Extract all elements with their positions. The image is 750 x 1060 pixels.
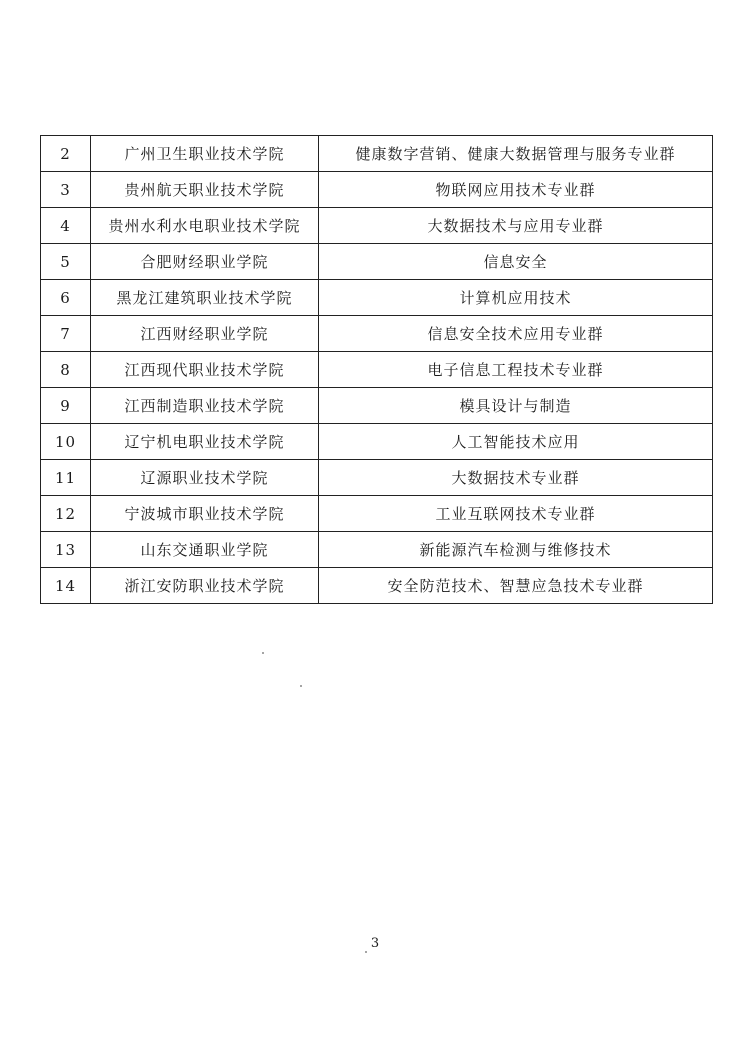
row-number-cell: 12 — [41, 496, 91, 532]
table-row — [41, 496, 713, 532]
row-number-cell: 7 — [41, 316, 91, 352]
page-number: 3 — [370, 936, 380, 951]
school-name-cell: 贵州水利水电职业技术学院 — [91, 208, 319, 244]
row-number-cell: 14 — [41, 568, 91, 604]
major-group-cell: 安全防范技术、智慧应急技术专业群 — [319, 568, 713, 604]
major-group-cell: 人工智能技术应用 — [319, 424, 713, 460]
major-group-cell: 物联网应用技术专业群 — [319, 172, 713, 208]
row-number-cell: 11 — [41, 460, 91, 496]
school-name-cell: 合肥财经职业学院 — [91, 244, 319, 280]
major-group-cell: 信息安全 — [319, 244, 713, 280]
school-name-cell: 贵州航天职业技术学院 — [91, 172, 319, 208]
table-row — [41, 172, 713, 208]
scan-speck — [365, 951, 367, 953]
school-name-cell: 江西现代职业技术学院 — [91, 352, 319, 388]
table-row — [41, 460, 713, 496]
table-row — [41, 316, 713, 352]
row-number-cell: 9 — [41, 388, 91, 424]
college-major-table — [40, 135, 713, 604]
table-row — [41, 424, 713, 460]
major-group-cell: 电子信息工程技术专业群 — [319, 352, 713, 388]
school-name-cell: 山东交通职业学院 — [91, 532, 319, 568]
row-number-cell: 10 — [41, 424, 91, 460]
table-row — [41, 280, 713, 316]
school-name-cell: 宁波城市职业技术学院 — [91, 496, 319, 532]
major-group-cell: 大数据技术与应用专业群 — [319, 208, 713, 244]
school-name-cell: 辽源职业技术学院 — [91, 460, 319, 496]
row-number-cell: 3 — [41, 172, 91, 208]
school-name-cell: 辽宁机电职业技术学院 — [91, 424, 319, 460]
row-number-cell: 2 — [41, 136, 91, 172]
row-number-cell: 8 — [41, 352, 91, 388]
row-number-cell: 4 — [41, 208, 91, 244]
table-row — [41, 244, 713, 280]
major-group-cell: 模具设计与制造 — [319, 388, 713, 424]
table-row — [41, 136, 713, 172]
scan-speck — [262, 652, 264, 654]
table-row — [41, 532, 713, 568]
row-number-cell: 13 — [41, 532, 91, 568]
row-number-cell: 6 — [41, 280, 91, 316]
school-name-cell: 广州卫生职业技术学院 — [91, 136, 319, 172]
major-group-cell: 健康数字营销、健康大数据管理与服务专业群 — [319, 136, 713, 172]
school-name-cell: 浙江安防职业技术学院 — [91, 568, 319, 604]
major-group-cell: 新能源汽车检测与维修技术 — [319, 532, 713, 568]
table-row — [41, 208, 713, 244]
row-number-cell: 5 — [41, 244, 91, 280]
school-name-cell: 江西财经职业学院 — [91, 316, 319, 352]
major-group-cell: 计算机应用技术 — [319, 280, 713, 316]
scan-speck — [300, 685, 302, 687]
major-group-cell: 工业互联网技术专业群 — [319, 496, 713, 532]
table-row — [41, 352, 713, 388]
major-group-cell: 大数据技术专业群 — [319, 460, 713, 496]
school-name-cell: 黑龙江建筑职业技术学院 — [91, 280, 319, 316]
table-body — [41, 136, 713, 604]
table-row — [41, 388, 713, 424]
table-row — [41, 568, 713, 604]
school-name-cell: 江西制造职业技术学院 — [91, 388, 319, 424]
major-group-cell: 信息安全技术应用专业群 — [319, 316, 713, 352]
